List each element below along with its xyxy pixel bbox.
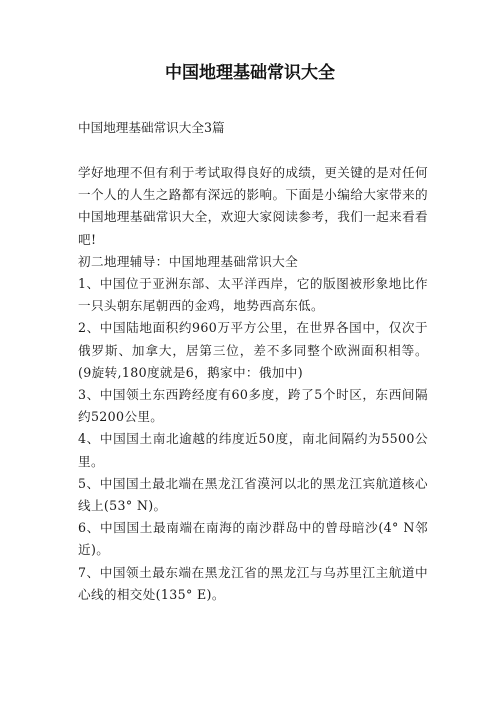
list-item-6: 6、中国国土最南端在南海的南沙群岛中的曾母暗沙(4° N邻近)。	[78, 520, 428, 558]
list-item-3: 3、中国领土东西跨经度有60多度，跨了5个时区，东西间隔约5200公里。	[78, 387, 428, 425]
list-item-5: 5、中国国土最北端在黑龙江省漠河以北的黑龙江宾航道核心线上(53° N)。	[78, 475, 428, 514]
section-heading: 初二地理辅导：中国地理基础常识大全	[78, 253, 299, 269]
list-item-4: 4、中国国土南北逾越的纬度近50度，南北间隔约为5500公里。	[78, 431, 428, 469]
list-item-7: 7、中国领土最东端在黑龙江省的黑龙江与乌苏里江主航道中心线的相交处(135° E)。	[78, 564, 428, 602]
document-subtitle: 中国地理基础常识大全3篇	[78, 120, 225, 135]
list-item-2: 2、中国陆地面积约960万平方公里，在世界各国中，仅次于俄罗斯、加拿大，居第三位，差不多同整个欧洲面积相等。(9旋转,180度就是6，鹅家中：俄加中)	[78, 320, 428, 380]
document-title: 中国地理基础常识大全	[165, 63, 335, 83]
list-item-1: 1、中国位于亚洲东部、太平洋西岸，它的版图被形象地比作一只头朝东尾朝西的金鸡，地势西高东低。	[78, 276, 428, 314]
document-body	[78, 162, 428, 606]
intro-paragraph: 学好地理不但有利于考试取得良好的成绩，更关键的是对任何一个人的人生之路都有深远的影响。下面是小编给大家带来的中国地理基础常识大全，欢迎大家阅读参考，我们一起来看看吧!	[78, 165, 428, 247]
